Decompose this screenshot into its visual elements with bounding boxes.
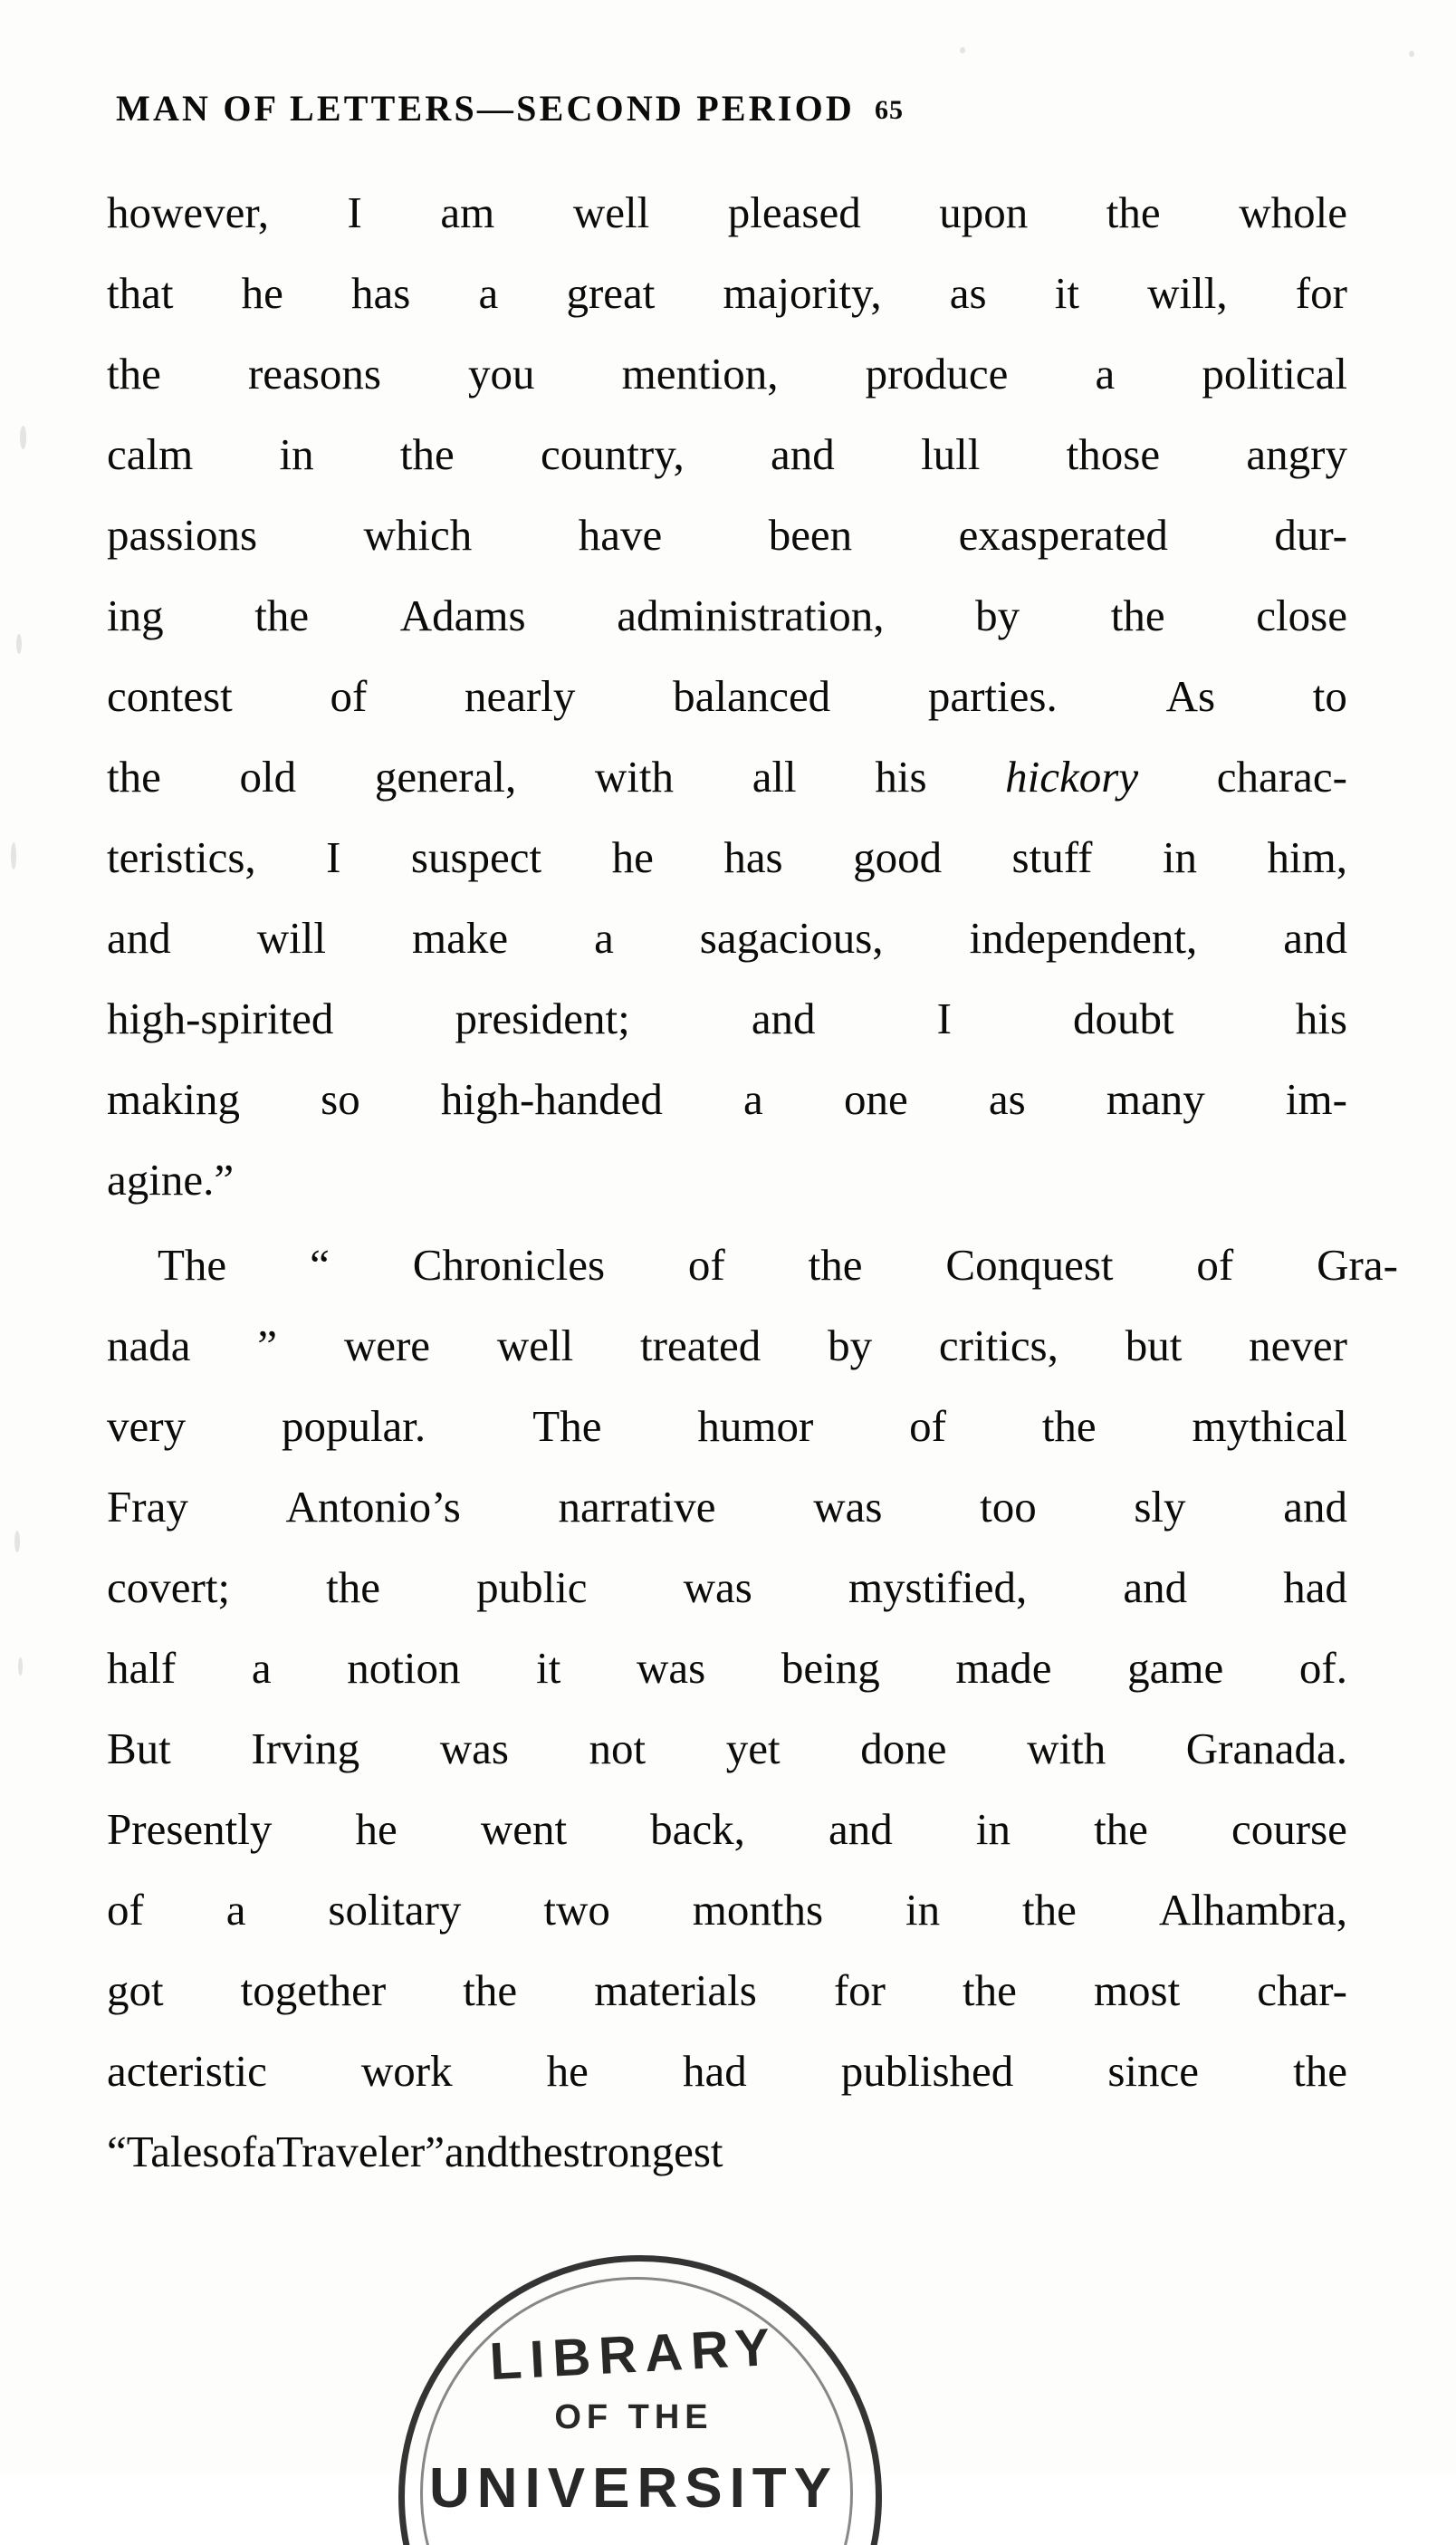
word: parties. — [927, 671, 1068, 721]
word: he — [355, 1804, 398, 1854]
word: Chronicles — [412, 1240, 606, 1290]
word: lull — [921, 429, 981, 479]
word: political — [1202, 349, 1347, 399]
word: But — [107, 1724, 171, 1773]
word: most — [1093, 1965, 1181, 2015]
word: great — [566, 268, 656, 318]
word: has — [723, 832, 783, 882]
word: the — [107, 349, 161, 399]
word: the — [1293, 2046, 1347, 2096]
word: suspect — [410, 832, 542, 882]
word: notion — [347, 1643, 461, 1693]
word: ing — [107, 591, 164, 640]
word: “ — [310, 1240, 330, 1290]
word: I — [936, 994, 952, 1043]
text-line — [107, 1628, 1347, 1708]
word: the — [107, 752, 161, 802]
text-line — [107, 1059, 1347, 1139]
word: of — [107, 1885, 144, 1935]
stamp-line-3: UNIVERSITY — [428, 2457, 839, 2520]
word: and — [829, 1804, 893, 1854]
word: a — [594, 913, 614, 963]
word: Traveler — [276, 2127, 426, 2176]
stamp-line-1: LIBRARY — [488, 2317, 780, 2392]
word: calm — [107, 429, 194, 479]
word: two — [543, 1885, 610, 1935]
word: humor — [697, 1401, 814, 1451]
word: charac- — [1216, 752, 1347, 802]
word: upon — [939, 187, 1029, 237]
scan-speck — [11, 842, 16, 869]
word: Alhambra, — [1158, 1885, 1347, 1935]
word: Gra- — [1317, 1240, 1398, 1290]
scan-speck — [20, 426, 26, 449]
word: he — [611, 832, 654, 882]
scan-speck — [14, 1531, 20, 1552]
word: had — [682, 2046, 747, 2096]
word: sagacious, — [699, 913, 884, 963]
text-line — [107, 1789, 1347, 1869]
text-line — [107, 172, 1347, 253]
word: was — [813, 1482, 883, 1532]
word: Antonio’s — [285, 1482, 461, 1532]
word: half — [107, 1643, 177, 1693]
word-italic: hickory — [1005, 752, 1139, 802]
word: by — [975, 591, 1020, 640]
scan-speck — [960, 47, 965, 53]
text-line — [107, 2031, 1347, 2111]
word: and — [1123, 1562, 1188, 1612]
word: of — [330, 671, 368, 721]
word: I — [347, 187, 362, 237]
word: Fray — [107, 1482, 188, 1532]
word: to — [1312, 671, 1347, 721]
word: together — [240, 1965, 387, 2015]
word: “ — [107, 2127, 127, 2176]
word: will — [256, 913, 326, 963]
word: as — [949, 268, 987, 318]
word: Conquest — [945, 1240, 1114, 1290]
word: narrative — [558, 1482, 716, 1532]
word: made — [955, 1643, 1052, 1693]
text-line — [107, 1386, 1347, 1466]
scan-speck — [18, 1657, 23, 1676]
text-line — [107, 736, 1347, 817]
word: those — [1066, 429, 1161, 479]
word: critics, — [938, 1321, 1058, 1370]
word: im- — [1285, 1074, 1347, 1124]
word: Presently — [107, 1804, 273, 1854]
library-stamp — [380, 2246, 887, 2545]
word: in — [905, 1885, 941, 1935]
word: balanced — [673, 671, 831, 721]
word: sly — [1134, 1482, 1186, 1532]
word: stuff — [1011, 832, 1093, 882]
word: however, — [107, 187, 269, 237]
word: a — [256, 2127, 277, 2176]
word: was — [683, 1562, 752, 1612]
word: the — [399, 429, 455, 479]
word: am — [440, 187, 495, 237]
word: mention, — [621, 349, 779, 399]
word: his — [1295, 994, 1347, 1043]
text-line — [107, 1466, 1347, 1547]
text-line — [107, 414, 1347, 495]
word: in — [279, 429, 314, 479]
word: making — [107, 1074, 240, 1124]
word: were — [343, 1321, 431, 1370]
word: majority, — [723, 268, 882, 318]
word: has — [351, 268, 411, 318]
word: and — [1283, 1482, 1347, 1532]
word: mystified, — [848, 1562, 1028, 1612]
word: ” — [425, 2127, 445, 2176]
paragraph-2 — [107, 1224, 1398, 2192]
word: I — [326, 832, 341, 882]
word: it — [536, 1643, 561, 1693]
text-line — [107, 1950, 1347, 2031]
text-line — [107, 1139, 1347, 1220]
word: nearly — [464, 671, 576, 721]
word: never — [1249, 1321, 1347, 1370]
word: mythical — [1192, 1401, 1347, 1451]
word: agine.” — [107, 1155, 235, 1205]
word: passions — [107, 510, 258, 560]
word: exasperated — [958, 510, 1168, 560]
word: covert; — [107, 1562, 231, 1612]
word: very — [107, 1401, 187, 1451]
word: him, — [1267, 832, 1347, 882]
word: his — [875, 752, 927, 802]
word: which — [363, 510, 473, 560]
word: char- — [1257, 1965, 1347, 2015]
text-line — [107, 1869, 1347, 1950]
word: yet — [725, 1724, 781, 1773]
word: of. — [1298, 1643, 1347, 1693]
word: the — [808, 1240, 863, 1290]
word: materials — [594, 1965, 757, 2015]
word: Adams — [399, 591, 526, 640]
word: by — [828, 1321, 873, 1370]
scan-speck — [16, 634, 22, 654]
word: was — [439, 1724, 509, 1773]
word: of — [1196, 1240, 1234, 1290]
word: done — [860, 1724, 947, 1773]
word: and — [751, 994, 816, 1043]
stamp-outer-ring — [398, 2255, 882, 2545]
running-head — [116, 87, 1347, 130]
word: produce — [865, 349, 1009, 399]
stamp-inner-ring — [420, 2277, 853, 2545]
text-line — [107, 1224, 1398, 1305]
word: many — [1106, 1074, 1205, 1124]
word: for — [1295, 268, 1347, 318]
word: a — [251, 1643, 272, 1693]
word: Irving — [251, 1724, 360, 1773]
word: game — [1127, 1643, 1224, 1693]
text-line — [107, 656, 1347, 736]
word: so — [321, 1074, 360, 1124]
page-number: 65 — [875, 95, 904, 125]
word: well — [572, 187, 650, 237]
word: in — [1162, 832, 1198, 882]
word: of — [687, 1240, 725, 1290]
word: being — [781, 1643, 880, 1693]
text-line — [107, 575, 1347, 656]
word: close — [1256, 591, 1347, 640]
stamp-line-2: OF THE — [554, 2398, 714, 2436]
word: good — [853, 832, 943, 882]
word: with — [594, 752, 675, 802]
word: and — [771, 429, 835, 479]
word: solitary — [328, 1885, 462, 1935]
text-line — [107, 817, 1347, 898]
paragraph-1 — [107, 172, 1347, 1220]
word: for — [833, 1965, 886, 2015]
word: but — [1125, 1321, 1183, 1370]
word: popular. — [281, 1401, 437, 1451]
word: high-spirited — [107, 994, 334, 1043]
word: strongest — [562, 2127, 723, 2176]
text-line — [107, 978, 1347, 1059]
word: since — [1107, 2046, 1200, 2096]
word: as — [988, 1074, 1026, 1124]
word: doubt — [1073, 994, 1174, 1043]
word: the — [1041, 1401, 1097, 1451]
word: went — [480, 1804, 568, 1854]
word: it — [1054, 268, 1079, 318]
word: contest — [107, 671, 233, 721]
text-line — [107, 898, 1347, 978]
word: nada — [107, 1321, 191, 1370]
word: acteristic — [107, 2046, 267, 2096]
word: got — [107, 1965, 164, 2015]
word: he — [241, 268, 283, 318]
word: a — [743, 1074, 763, 1124]
word: of — [909, 1401, 946, 1451]
word: of — [219, 2127, 257, 2176]
word: teristics, — [107, 832, 256, 882]
word: general, — [374, 752, 517, 802]
word: too — [980, 1482, 1037, 1532]
word: the — [1094, 1804, 1148, 1854]
word: not — [589, 1724, 647, 1773]
word: reasons — [247, 349, 381, 399]
word: Granada. — [1185, 1724, 1347, 1773]
word: the — [1110, 591, 1165, 640]
word: published — [840, 2046, 1014, 2096]
word: angry — [1246, 429, 1347, 479]
word: independent, — [969, 913, 1198, 963]
word: administration, — [617, 591, 885, 640]
word: The — [158, 1240, 227, 1290]
word: whole — [1239, 187, 1347, 237]
word: well — [496, 1321, 574, 1370]
word: treated — [640, 1321, 762, 1370]
text-line — [107, 333, 1347, 414]
word: in — [975, 1804, 1011, 1854]
scan-speck — [1409, 51, 1414, 57]
word: will, — [1147, 268, 1228, 318]
word: Tales — [126, 2127, 220, 2176]
word: and — [444, 2127, 509, 2176]
word: had — [1283, 1562, 1347, 1612]
word: a — [1095, 349, 1116, 399]
text-line — [107, 1305, 1347, 1386]
word: was — [636, 1643, 706, 1693]
word: months — [692, 1885, 824, 1935]
word: the — [1106, 187, 1161, 237]
word: he — [546, 2046, 589, 2096]
word: make — [411, 913, 509, 963]
word: the — [254, 591, 310, 640]
word: old — [239, 752, 297, 802]
word: dur- — [1274, 510, 1347, 560]
word: and — [1283, 913, 1347, 963]
text-line — [107, 495, 1347, 575]
word: been — [768, 510, 853, 560]
word: public — [476, 1562, 588, 1612]
word: president; — [455, 994, 630, 1043]
word: ” — [257, 1321, 278, 1370]
word: work — [360, 2046, 453, 2096]
word: a — [225, 1885, 246, 1935]
text-line — [107, 1547, 1347, 1628]
word: back, — [650, 1804, 745, 1854]
word: The — [532, 1401, 602, 1451]
word: one — [843, 1074, 908, 1124]
word: with — [1027, 1724, 1106, 1773]
word: the — [326, 1562, 380, 1612]
word: pleased — [727, 187, 861, 237]
word: the — [1022, 1885, 1077, 1935]
text-line — [107, 253, 1347, 333]
word: all — [752, 752, 797, 802]
word: and — [107, 913, 171, 963]
text-line — [107, 2111, 1347, 2192]
word: that — [107, 268, 174, 318]
word: As — [1165, 671, 1216, 721]
body-text — [107, 172, 1398, 2192]
word: the — [463, 1965, 518, 2015]
word: high-handed — [440, 1074, 663, 1124]
word: country, — [541, 429, 685, 479]
word: have — [578, 510, 663, 560]
text-line — [107, 1708, 1347, 1789]
word: the — [508, 2127, 563, 2176]
word: course — [1231, 1804, 1347, 1854]
word: you — [468, 349, 535, 399]
word: the — [963, 1965, 1017, 2015]
running-head-title: MAN OF LETTERS—SECOND PERIOD — [116, 88, 855, 129]
word: a — [478, 268, 499, 318]
